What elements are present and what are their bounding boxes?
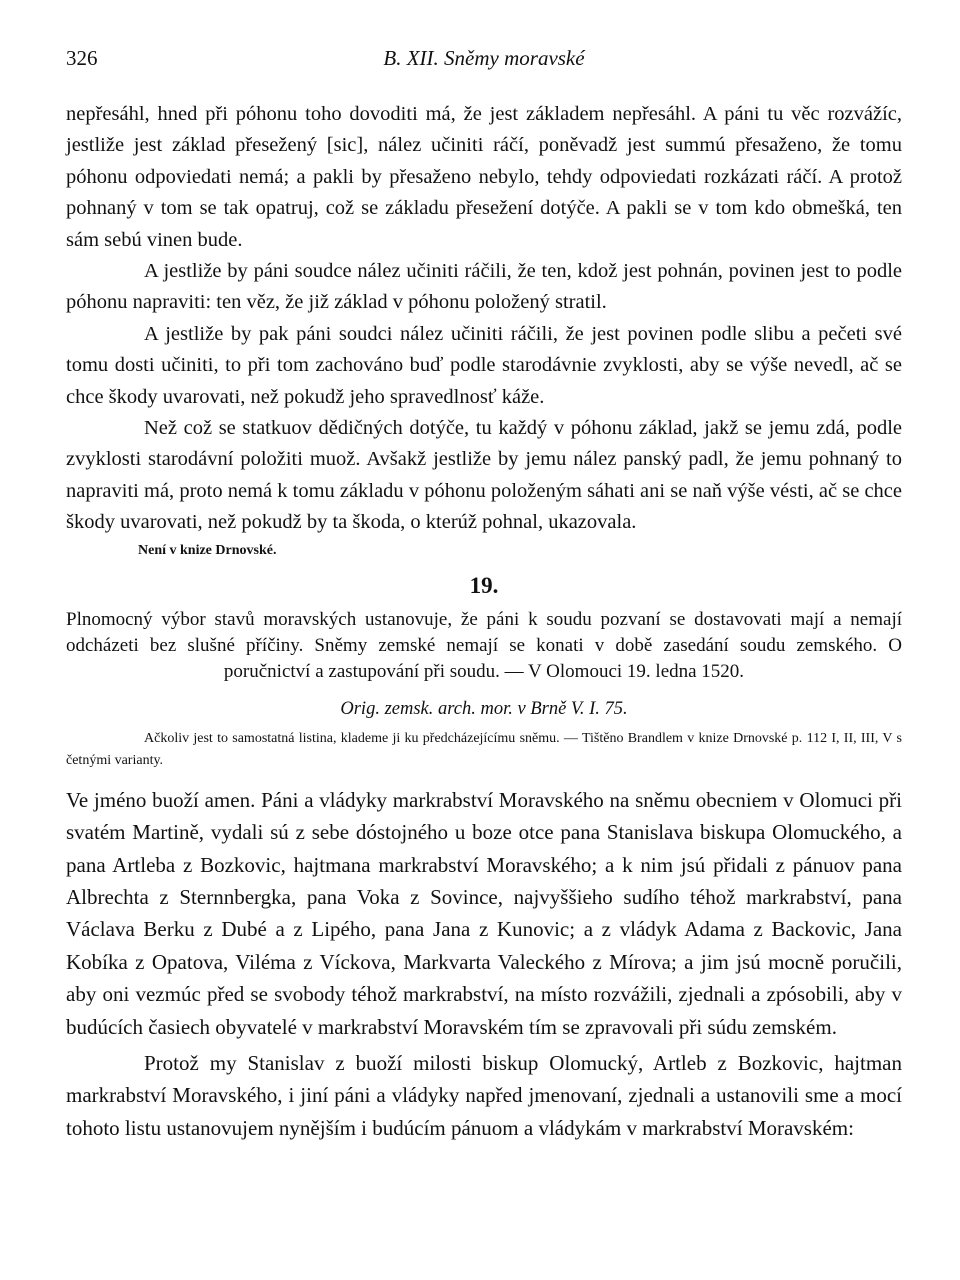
page-header [66, 46, 902, 76]
document-number: 19. [469, 572, 499, 598]
document-source: Orig. zemsk. arch. mor. v Brně V. I. 75. [340, 698, 628, 719]
paragraph: Než což se statkuov dědičných dotýče, tu každý v póhonu základ, jakž se jemu zdá, podle zvyklosti starodávní položiti muož. Avšakž jestliže by jemu nález panský padl, že jemu pohnaný to napraviti má, proto nemá k tomu základu v póhonu položeným sáhati ani se naň výše vésti, ač se chce škody uvarovati, než pokudž by ta škoda, o kterúž pohnal, ukazovala. [66, 417, 902, 534]
page-content [66, 99, 902, 1144]
paragraph: Protož my Stanislav z buoží milosti biskup Olomucký, Artleb z Bozkovic, hajtman markrabství Moravského, i jiní páni a vládyky napřed jmenovaní, zjednali a ustanovili sme a mocí tohoto listu ustanovujem nynějším i budúcím pánuom a vládykám v markrabství Moravském: [66, 1050, 902, 1140]
page-number: 326 [66, 46, 98, 70]
editorial-note: Není v knize Drnovské. [138, 542, 277, 558]
paragraph: A jestliže by páni soudce nález učiniti ráčili, že ten, kdož jest pohnán, povinen jest to podle póhonu napraviti: ten věz, že již základ v póhonu položený stratil. [66, 260, 902, 314]
paragraph: Ve jméno buoží amen. Páni a vládyky markrabství Moravského na sněmu obecniem v Olomuci při svatém Martině, vydali sú z sebe dóstojného u boze otce pana Stanislava biskupa Olomuckého, a pana Artleba z Bozkovic, hajtmana markrabství Moravského; a k nim jsú přidali z pánuov pana Albrechta z Sternnbergka, pana Voka z Sovince, najvyššieho sudího téhož markrabství, pana Václava Berku z Dubé a z Lipého, pana Jana z Kunovic; a z vládyk Adama z Backovic, Jana Kobíka z Opatova, Viléma z Víckova, Markvarta Valeckého z Mírova; a jim jsú mocně poručili, aby oni vezmúc před se svobody téhož markrabství, na místo rozvážili, zjednali a zpósobili, aby v budúcích časiech obyvatelé v markrabství Moravském tím se zpravovali při súdu zemském. [66, 787, 902, 1039]
running-title: B. XII. Sněmy moravské [383, 46, 585, 70]
paragraph: nepřesáhl, hned při póhonu toho dovoditi má, že jest základem nepřesáhl. A páni tu věc rozvážíc, jestliže jest základ přesežený [sic], nález učiniti ráčí, poněvadž jest summú přesaženo, že tomu póhonu odpoviedati nemá; a pakli by přesaženo nebylo, tehdy odpoviedati rozkázati ráčí. A protož pohnaný v tom se tak opatruj, což se základu přesežení dotýče. A pakli se v tom kdo obmešká, ten sám sebú vinen bude. [66, 103, 902, 251]
critical-apparatus: Ačkoliv jest to samostatná listina, klademe ji ku předcházejícímu sněmu. — Tištěno Brandlem v knize Drnovské p. 112 I, II, III, V s četnými varianty. [66, 730, 902, 768]
document-regest: Plnomocný výbor stavů moravských ustanovuje, že páni k soudu pozvaní se dostavovati mají a nemají odcházeti bez slušné příčiny. Sněmy zemské nemají se konati v době zasedání soudu zemského. O poručnictví a zastupování při soudu. — V Olomouci 19. ledna 1520. [66, 608, 902, 682]
paragraph: A jestliže by pak páni soudci nález učiniti ráčili, že jest povinen podle slibu a pečeti své tomu dosti učiniti, to při tom zachováno buď podle starodávnie zvyklosti, aby se výše nevedl, ač se chce škody uvarovati, než pokudž jeho spravedlnosť káže. [66, 322, 902, 408]
